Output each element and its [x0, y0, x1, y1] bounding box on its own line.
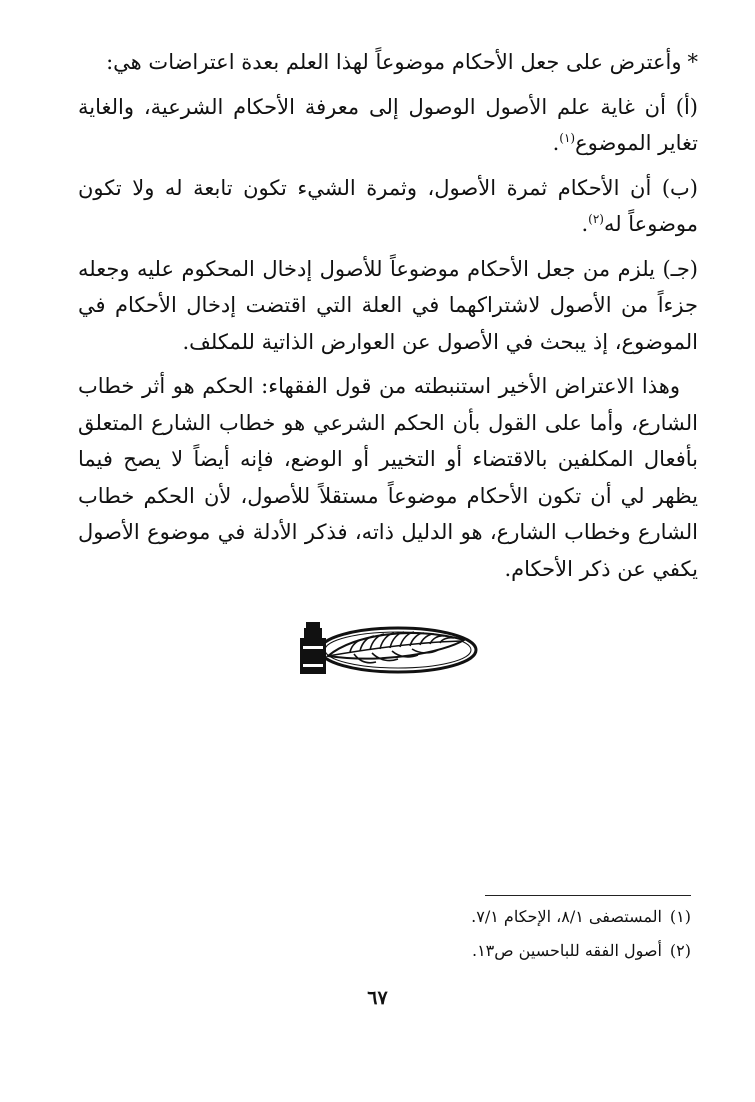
conclusion-text: وهذا الاعتراض الأخير استنبطته من قول الفقهاء: الحكم هو أثر خطاب الشارع، وأما على القول بأن الحكم الشرعي هو خطاب الشارع المتعلق بأفعال المكلفين بالاقتضاء أو التخيير أو الوضع، فإنه أيضاً لا يصح فيما يظهر لي أن تكون الأحكام موضوعاً مستقلاً للأصول، لأن الحكم خطاب الشارع وخطاب الشارع، هو الدليل ذاته، فذكر الأدلة في موضوع الأصول يكفي عن ذكر الأحكام.: [78, 374, 698, 581]
footnote-1-text: المستصفى ٨/١، الإحكام ٧/١.: [471, 907, 662, 926]
objection-c: [78, 251, 698, 361]
inkwell-and-quill-ornament-icon: [294, 612, 480, 682]
objection-a-end: .: [552, 131, 560, 155]
objection-b: [78, 170, 698, 243]
objection-b-end: .: [581, 212, 589, 236]
footnote-ref-2: (٢): [588, 212, 604, 226]
intro-paragraph: [78, 44, 698, 81]
footnote-2-text: أصول الفقه للباحسين ص١٣.: [471, 941, 662, 960]
star-marker: *: [687, 50, 698, 74]
objection-a: [78, 89, 698, 162]
footnote-2: [271, 934, 691, 968]
main-text: [78, 44, 698, 587]
footnote-1-number: (١): [669, 907, 691, 926]
objection-b-text: (ب) أن الأحكام ثمرة الأصول، وثمرة الشيء تكون تابعة له ولا تكون موضوعاً له: [78, 175, 698, 236]
footnote-1: [271, 900, 691, 934]
objection-a-text: (أ) أن غاية علم الأصول الوصول إلى معرفة الأحكام الشرعية، والغاية تغاير الموضوع: [78, 94, 698, 155]
footnote-2-number: (٢): [669, 941, 691, 960]
page-number: ٦٧: [367, 987, 388, 1009]
footnotes: [271, 900, 691, 968]
footnote-divider: [485, 895, 691, 896]
intro-text: وأعترض على جعل الأحكام موضوعاً لهذا العلم بعدة اعتراضات هي:: [106, 50, 682, 74]
footnote-ref-1: (١): [559, 131, 576, 145]
conclusion-paragraph: [78, 368, 698, 587]
objection-c-text: (جـ) يلزم من جعل الأحكام موضوعاً للأصول إدخال المحكوم عليه وجعله جزءاً من الأصول لاشتراكهما في العلة التي اقتضت إدخال الأحكام في الموضوع، إذ يبحث في الأصول عن العوارض الذاتية للمكلف.: [78, 256, 698, 354]
